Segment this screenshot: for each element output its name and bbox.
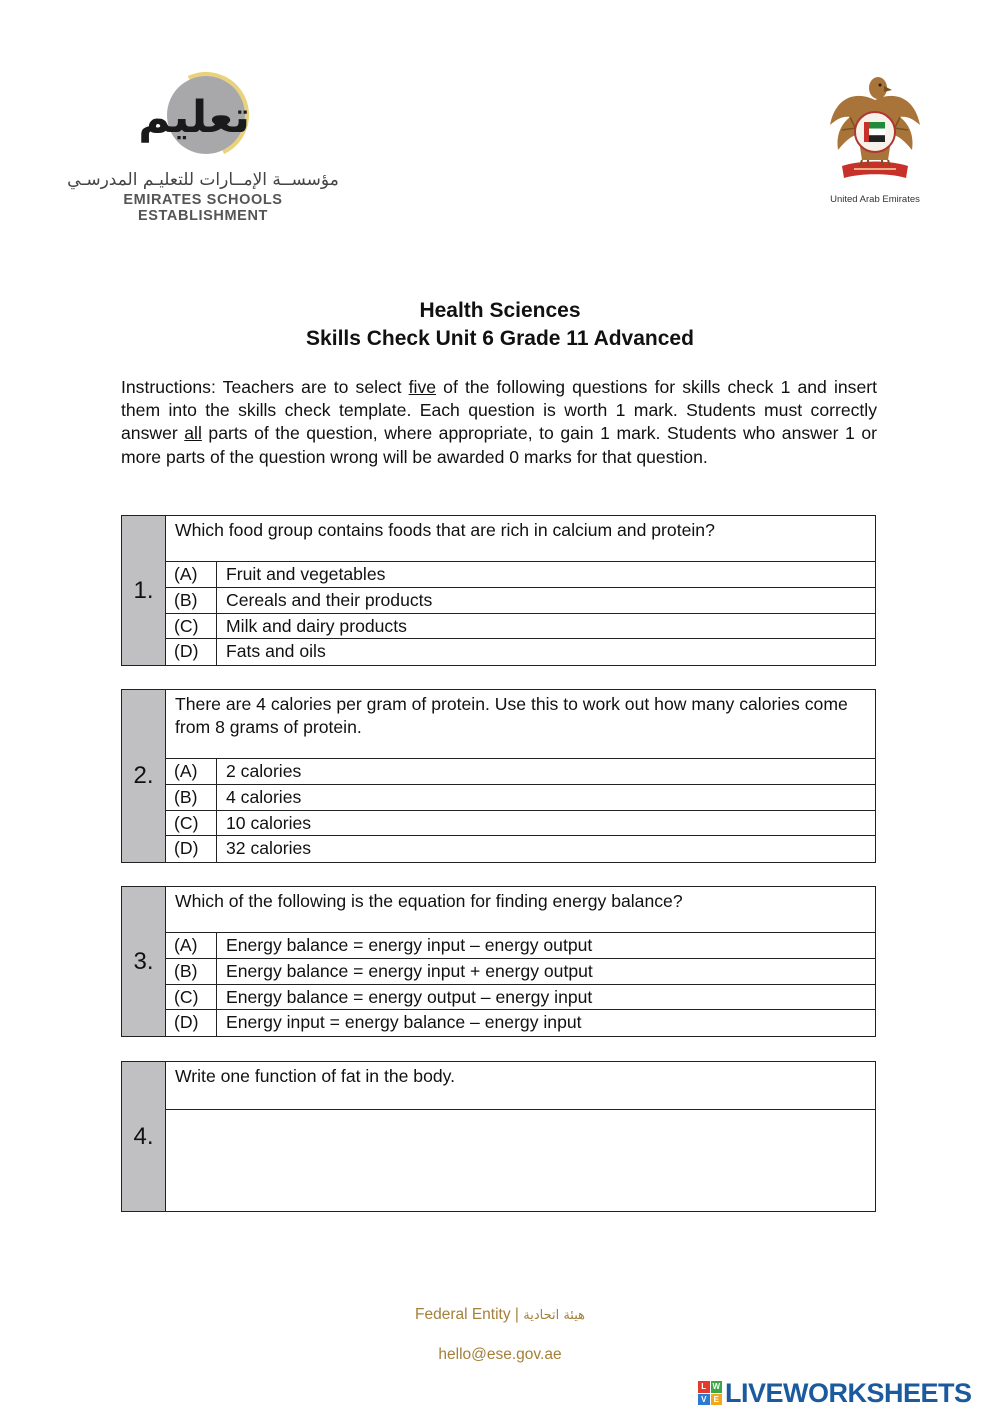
option-row[interactable]	[166, 639, 875, 665]
option-letter: (C)	[166, 811, 217, 836]
question-text: There are 4 calories per gram of protein. Use this to work out how many calories come from 8 grams of protein.	[166, 690, 875, 759]
option-letter: (A)	[166, 933, 217, 958]
option-text: Energy balance = energy output – energy input	[226, 986, 593, 1007]
footer-entity-ar: هيئة اتحادية	[523, 1308, 586, 1323]
liveworksheets-badge	[698, 1378, 972, 1408]
option-text: 2 calories	[226, 761, 302, 782]
instructions-text: Instructions: Teachers are to select	[121, 377, 409, 397]
uae-emblem	[820, 70, 930, 210]
option-letter: (D)	[166, 836, 217, 862]
ese-logo	[62, 70, 352, 224]
footer-entity	[0, 1306, 1000, 1324]
instructions-emphasis-five: five	[408, 377, 437, 397]
option-text: Fats and oils	[226, 641, 326, 662]
logo-cell: V	[698, 1394, 710, 1406]
option-letter: (D)	[166, 1010, 217, 1036]
liveworksheets-logo-icon	[698, 1381, 722, 1405]
question-number: 2.	[122, 690, 166, 862]
question-number: 1.	[122, 516, 166, 665]
option-letter: (B)	[166, 959, 217, 984]
logo-cell: W	[712, 1382, 721, 1391]
option-text: Energy balance = energy input – energy output	[226, 935, 593, 956]
liveworksheets-wordmark: LIVEWORKSHEETS	[725, 1377, 972, 1408]
option-letter: (C)	[166, 985, 217, 1010]
option-letter: (A)	[166, 562, 217, 587]
question-text: Write one function of fat in the body.	[166, 1062, 875, 1110]
ese-logo-glyph: تعليم	[138, 92, 250, 143]
ese-english-name: EMIRATES SCHOOLS ESTABLISHMENT	[123, 192, 283, 224]
option-text: Milk and dairy products	[226, 615, 407, 636]
footer-entity-en: Federal Entity |	[414, 1306, 524, 1323]
question-text: Which food group contains foods that are rich in calcium and protein?	[166, 516, 875, 562]
instructions-text: of the following questions for skills check 1 and insert them into the skills check template. Each question is worth 1 mark. Students must correctly answer	[121, 377, 877, 444]
option-text: 10 calories	[226, 812, 312, 833]
option-letter: (A)	[166, 759, 217, 784]
option-text: 32 calories	[226, 838, 312, 859]
option-text: Energy balance = energy input + energy output	[226, 961, 593, 982]
question-number: 4.	[122, 1062, 166, 1211]
uae-caption: United Arab Emirates	[830, 194, 920, 205]
option-letter: (D)	[166, 639, 217, 665]
document-title: Skills Check Unit 6 Grade 11 Advanced	[306, 327, 694, 350]
option-row[interactable]	[166, 933, 875, 959]
option-row[interactable]	[166, 614, 875, 640]
question-text: Which of the following is the equation for finding energy balance?	[166, 887, 875, 933]
footer-email[interactable]: hello@ese.gov.ae	[438, 1346, 562, 1363]
option-text: Energy input = energy balance – energy input	[226, 1012, 582, 1033]
logo-cell: L	[698, 1381, 710, 1393]
document-subject-title: Health Sciences	[419, 299, 581, 322]
question-3	[121, 886, 876, 1037]
option-row[interactable]	[166, 562, 875, 588]
option-row[interactable]	[166, 811, 875, 837]
option-row[interactable]	[166, 985, 875, 1011]
option-letter: (B)	[166, 588, 217, 613]
instructions	[121, 376, 877, 469]
logo-cell: E	[711, 1394, 723, 1406]
question-number: 3.	[122, 887, 166, 1036]
option-text: Fruit and vegetables	[226, 564, 386, 585]
option-text: Cereals and their products	[226, 590, 433, 611]
instructions-text: parts of the question, where appropriate, to gain 1 mark. Students who answer 1 or more parts of the question wrong will be awarded 0 marks for that question.	[121, 423, 878, 467]
question-2	[121, 689, 876, 863]
option-text: 4 calories	[226, 786, 302, 807]
option-row[interactable]	[166, 959, 875, 985]
option-row[interactable]	[166, 836, 875, 862]
question-4	[121, 1061, 876, 1212]
question-1	[121, 515, 876, 666]
answer-area[interactable]	[166, 1110, 875, 1211]
ese-arabic-name: مؤسســة الإمــارات للتعليـم المدرسـي	[67, 170, 339, 190]
option-row[interactable]	[166, 759, 875, 785]
option-letter: (B)	[166, 785, 217, 810]
instructions-emphasis-all: all	[184, 423, 202, 444]
option-letter: (C)	[166, 614, 217, 639]
option-row[interactable]	[166, 588, 875, 614]
option-row[interactable]	[166, 1010, 875, 1036]
falcon-emblem-icon	[820, 70, 930, 192]
option-row[interactable]	[166, 785, 875, 811]
